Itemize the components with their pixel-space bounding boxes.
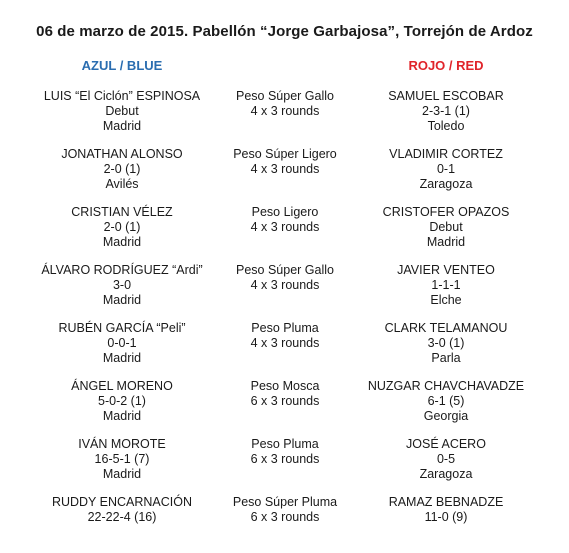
- boxer-record: 1-1-1: [431, 278, 461, 292]
- boxer-name: JONATHAN ALONSO: [61, 147, 183, 161]
- rounds: 4 x 3 rounds: [250, 278, 320, 292]
- boxer-record: 0-5: [436, 452, 456, 466]
- boxer-record: 2-0 (1): [103, 220, 141, 234]
- boxer-record: 6-1 (5): [427, 394, 465, 408]
- boxer-name: ÁNGEL MORENO: [71, 379, 173, 393]
- boxer-record: 0-1: [436, 162, 456, 176]
- boxer-city: Madrid: [102, 293, 142, 307]
- bout-row: [0, 89, 569, 147]
- boxer-name: CLARK TELAMANOU: [384, 321, 508, 335]
- boxer-record: Debut: [429, 220, 463, 234]
- boxer-name: IVÁN MOROTE: [78, 437, 166, 451]
- blue-boxer: [12, 321, 232, 366]
- boxer-name: JOSÉ ACERO: [406, 437, 486, 451]
- weight-class: Peso Súper Gallo: [236, 89, 334, 103]
- boxer-record: 5-0-2 (1): [98, 394, 146, 408]
- boxer-city: Toledo: [427, 119, 465, 133]
- rounds: 4 x 3 rounds: [250, 104, 320, 118]
- boxer-record: 3-0 (1): [427, 336, 465, 350]
- boxer-city: Madrid: [102, 467, 142, 481]
- weight-class: Peso Pluma: [251, 437, 319, 451]
- boxer-record: 16-5-1 (7): [94, 452, 150, 466]
- red-boxer: [336, 437, 556, 482]
- boxer-city: Avilés: [105, 177, 139, 191]
- boxer-record: 0-0-1: [107, 336, 137, 350]
- weight-class: Peso Ligero: [251, 205, 319, 219]
- boxer-city: Madrid: [102, 119, 142, 133]
- rounds: 4 x 3 rounds: [250, 336, 320, 350]
- boxer-name: CRISTIAN VÉLEZ: [71, 205, 173, 219]
- bout-row: [0, 147, 569, 205]
- weight-class: Peso Mosca: [250, 379, 320, 393]
- boxer-city: Madrid: [426, 235, 466, 249]
- weight-class: Peso Súper Gallo: [236, 263, 334, 277]
- bout-row: [0, 205, 569, 263]
- rounds: 4 x 3 rounds: [250, 220, 320, 234]
- blue-boxer: [12, 437, 232, 482]
- bout-row: [0, 379, 569, 437]
- rounds: 6 x 3 rounds: [250, 452, 320, 466]
- rounds: 6 x 3 rounds: [250, 394, 320, 408]
- blue-boxer: [12, 263, 232, 308]
- boxer-record: 2-3-1 (1): [422, 104, 470, 118]
- boxer-city: Parla: [431, 351, 461, 365]
- blue-boxer: [12, 495, 232, 525]
- boxer-record: 3-0: [112, 278, 132, 292]
- blue-boxer: [12, 147, 232, 192]
- red-boxer: [336, 263, 556, 308]
- red-boxer: [336, 147, 556, 192]
- red-boxer: [336, 205, 556, 250]
- rounds: 6 x 3 rounds: [250, 510, 320, 524]
- boxer-name: RAMAZ BEBNADZE: [388, 495, 504, 509]
- boxer-name: RUBÉN GARCÍA “Peli”: [58, 321, 186, 335]
- boxer-name: NUZGAR CHAVCHAVADZE: [367, 379, 525, 393]
- red-corner-header: ROJO / RED: [408, 58, 484, 73]
- boxer-record: Debut: [105, 104, 139, 118]
- boxer-record: 2-0 (1): [103, 162, 141, 176]
- boxer-record: 11-0 (9): [424, 510, 468, 524]
- blue-boxer: [12, 379, 232, 424]
- boxer-name: LUIS “El Ciclón” ESPINOSA: [43, 89, 201, 103]
- boxer-city: Madrid: [102, 351, 142, 365]
- boxer-name: ÁLVARO RODRÍGUEZ “Ardi”: [41, 263, 203, 277]
- bout-row: [0, 263, 569, 321]
- red-boxer: [336, 379, 556, 424]
- blue-corner-header: AZUL / BLUE: [81, 58, 163, 73]
- page-title: 06 de marzo de 2015. Pabellón “Jorge Garbajosa”, Torrejón de Ardoz: [36, 23, 533, 40]
- blue-boxer: [12, 205, 232, 250]
- boxer-city: Elche: [430, 293, 462, 307]
- weight-class: Peso Súper Ligero: [233, 147, 337, 161]
- boxer-city: Georgia: [423, 409, 469, 423]
- boxer-city: Madrid: [102, 409, 142, 423]
- bout-row: [0, 437, 569, 495]
- red-boxer: [336, 321, 556, 366]
- red-boxer: [336, 89, 556, 134]
- rounds: 4 x 3 rounds: [250, 162, 320, 176]
- boxer-city: Zaragoza: [419, 467, 473, 481]
- boxer-city: Madrid: [102, 235, 142, 249]
- boxer-name: JAVIER VENTEO: [397, 263, 495, 277]
- boxer-city: Zaragoza: [419, 177, 473, 191]
- weight-class: Peso Pluma: [251, 321, 319, 335]
- boxer-name: RUDDY ENCARNACIÓN: [51, 495, 193, 509]
- boxer-name: SAMUEL ESCOBAR: [388, 89, 504, 103]
- bout-row: [0, 321, 569, 379]
- red-boxer: [336, 495, 556, 525]
- boxer-record: 22-22-4 (16): [87, 510, 157, 524]
- weight-class: Peso Súper Pluma: [232, 495, 338, 509]
- bout-row: [0, 495, 569, 553]
- boxer-name: VLADIMIR CORTEZ: [389, 147, 503, 161]
- boxer-name: CRISTOFER OPAZOS: [382, 205, 510, 219]
- blue-boxer: [12, 89, 232, 134]
